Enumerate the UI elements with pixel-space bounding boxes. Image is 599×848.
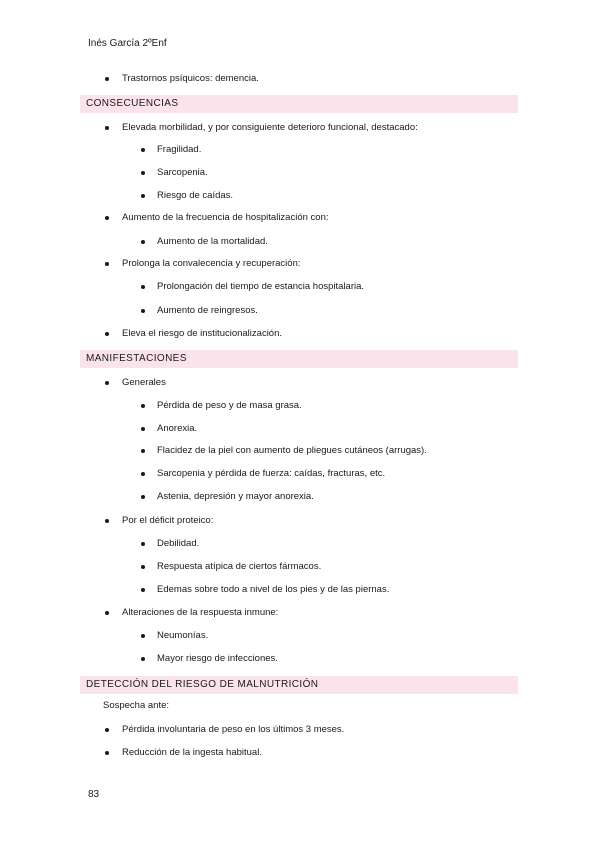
bullet-icon xyxy=(141,194,145,198)
bullet-icon xyxy=(105,332,109,336)
bullet-icon xyxy=(141,285,145,289)
bullet-icon xyxy=(141,309,145,313)
lead-text: Sospecha ante: xyxy=(103,700,170,711)
bullet-icon xyxy=(105,751,109,755)
bullet-icon xyxy=(141,657,145,661)
bullet-icon xyxy=(141,542,145,546)
bullet-icon xyxy=(141,495,145,499)
page-number: 83 xyxy=(88,789,100,800)
bullet-icon xyxy=(105,126,109,130)
bullet-icon xyxy=(141,148,145,152)
bullet-icon xyxy=(105,519,109,523)
section-heading-consecuencias: CONSECUENCIAS xyxy=(80,95,518,113)
bullet-icon xyxy=(141,427,145,431)
section-heading-manifestaciones: MANIFESTACIONES xyxy=(80,350,518,368)
page-header-author: Inés García 2ºEnf xyxy=(88,38,167,49)
bullet-icon xyxy=(105,728,109,732)
bullet-icon xyxy=(141,472,145,476)
bullet-icon xyxy=(141,171,145,175)
bullet-icon xyxy=(105,262,109,266)
bullet-icon xyxy=(141,404,145,408)
bullet-icon xyxy=(141,634,145,638)
bullet-icon xyxy=(141,565,145,569)
bullet-icon xyxy=(141,449,145,453)
bullet-icon xyxy=(105,611,109,615)
bullet-icon xyxy=(141,240,145,244)
bullet-icon xyxy=(105,77,109,81)
bullet-icon xyxy=(105,381,109,385)
bullet-icon xyxy=(141,588,145,592)
bullet-icon xyxy=(105,216,109,220)
section-heading-deteccion: DETECCIÓN DEL RIESGO DE MALNUTRICIÓN xyxy=(80,676,518,694)
